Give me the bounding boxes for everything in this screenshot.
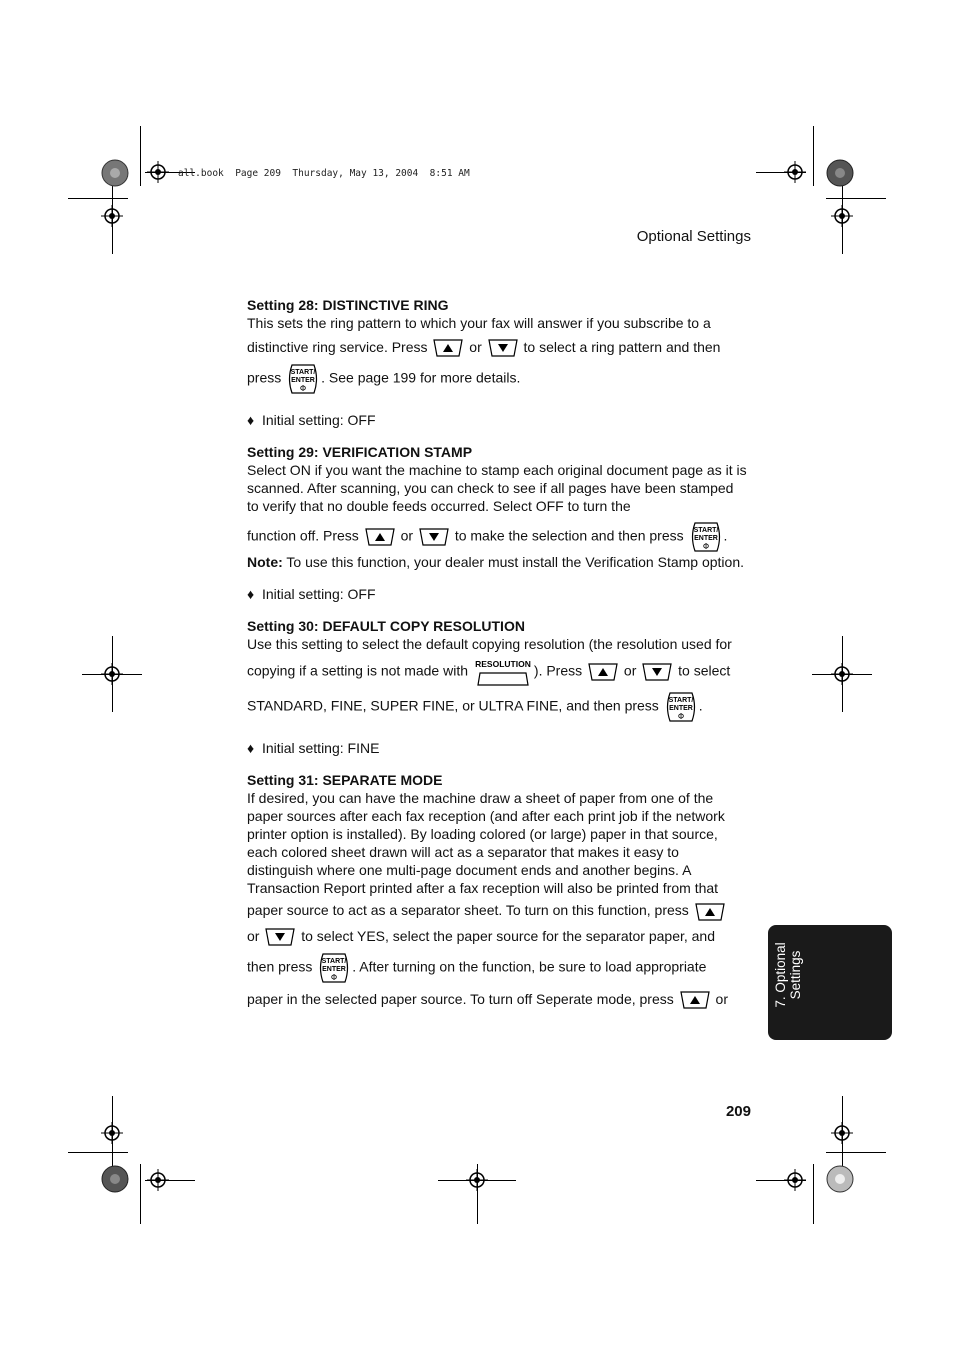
svg-text:Φ: Φ <box>677 712 684 722</box>
registration-target-icon <box>101 205 123 227</box>
setting-30: Setting 30: DEFAULT COPY RESOLUTION Use this setting to select the default copying resolution (the resolution used for copying if a setting is not made with RESOLUTION ). Press or to select STANDARD, FINE, SUPER FINE, or ULTRA FINE, and then press START/ ENTER Φ . ♦ Initial setting: FINE <box>247 617 747 757</box>
section-heading: Setting 31: SEPARATE MODE <box>247 772 443 789</box>
svg-text:ENTER: ENTER <box>322 965 347 973</box>
main-content <box>247 296 747 1009</box>
setting-31: Setting 31: SEPARATE MODE If desired, you can have the machine draw a sheet of paper from one of the paper sources after each fax reception (and after each print job if the network printer option is installed). By loading colored (or large) paper in that source, each colored sheet drawn will act as a separator that makes it easy to distinguish where one multi-page document ends and another begins. A Transaction Report printed after a fax reception will also be printed from that paper source to act as a separator sheet. To turn on this function, press or to select YES, select the paper source for the separator paper, and then press START/ ENTER Φ . After turning on the function, be sure to load appropriate paper in the selected paper source. To turn off Seperate mode, press or <box>247 771 747 1009</box>
note: Note: To use this function, your dealer must install the Verification Stamp option. <box>247 554 744 571</box>
page-number: 209 <box>725 1103 751 1120</box>
registration-target-icon <box>831 663 853 685</box>
svg-text:START/: START/ <box>693 527 718 535</box>
section-heading: Setting 30: DEFAULT COPY RESOLUTION <box>247 618 525 635</box>
resolution-key-icon <box>474 657 532 687</box>
print-slug: all.book Page 209 Thursday, May 13, 2004 8:51 AM <box>178 168 470 179</box>
registration-target-icon <box>101 1122 123 1144</box>
registration-target-icon <box>784 1169 806 1191</box>
running-head: Optional Settings <box>636 228 751 245</box>
registration-target-icon <box>831 1122 853 1144</box>
registration-target-icon <box>784 161 806 183</box>
svg-text:ENTER: ENTER <box>668 705 693 713</box>
start-enter-key-icon <box>664 691 698 723</box>
up-arrow-key-icon <box>695 903 725 921</box>
calibration-disc-icon <box>826 159 854 187</box>
start-enter-key-icon <box>689 521 723 553</box>
svg-text:START/: START/ <box>321 957 347 965</box>
up-arrow-key-icon <box>588 663 618 681</box>
chapter-tab-label: 7. Optional Settings <box>773 942 803 1008</box>
svg-text:Φ: Φ <box>702 542 709 552</box>
svg-text:Φ: Φ <box>331 972 338 982</box>
setting-29: Setting 29: VERIFICATION STAMP Select ON if you want the machine to stamp each original document page as it is scanned. After scanning, you can check to see if all pages have been stamped to verify that no double feeds occurred. Select OFF to turn the function off. Press or to make the selection and then press START/ ENTER Φ . Note: To use this function, your dealer must install the Verification Stamp option. ♦ Initial setting: OFF <box>247 444 747 603</box>
svg-text:START/: START/ <box>290 369 316 377</box>
up-arrow-key-icon <box>365 528 395 546</box>
list-item: ♦ Initial setting: OFF <box>247 412 376 429</box>
svg-text:Φ: Φ <box>299 384 307 394</box>
up-arrow-key-icon <box>433 339 463 357</box>
svg-text:ENTER: ENTER <box>291 377 315 385</box>
section-heading: Setting 28: DISTINCTIVE RING <box>247 297 449 313</box>
up-arrow-key-icon <box>680 991 710 1009</box>
list-item: ♦ Initial setting: FINE <box>247 740 380 757</box>
registration-target-icon <box>147 1169 169 1191</box>
down-arrow-key-icon <box>419 528 449 546</box>
list-item: ♦ Initial setting: OFF <box>247 586 376 603</box>
down-arrow-key-icon <box>265 928 295 946</box>
svg-text:RESOLUTION: RESOLUTION <box>475 659 531 670</box>
svg-text:START/: START/ <box>668 697 694 705</box>
start-enter-key-icon <box>286 363 320 395</box>
down-arrow-key-icon <box>488 339 518 357</box>
calibration-disc-icon <box>101 1165 129 1193</box>
registration-target-icon <box>831 205 853 227</box>
calibration-disc-icon <box>101 159 129 187</box>
setting-28: Setting 28: DISTINCTIVE RING This sets the ring pattern to which your fax will answer if you subscribe to a distinctive ring service. Press or to select a ring pattern and then press START/ ENTER Φ . See page 199 for more details. ♦ Initial setting: OFF <box>247 296 747 429</box>
svg-text:ENTER: ENTER <box>693 535 718 543</box>
section-heading: Setting 29: VERIFICATION STAMP <box>247 444 473 461</box>
registration-target-icon <box>147 161 169 183</box>
registration-target-icon <box>101 663 123 685</box>
down-arrow-key-icon <box>642 663 672 681</box>
registration-target-icon <box>466 1169 488 1191</box>
start-enter-key-icon <box>317 952 351 984</box>
calibration-disc-icon <box>826 1165 854 1193</box>
